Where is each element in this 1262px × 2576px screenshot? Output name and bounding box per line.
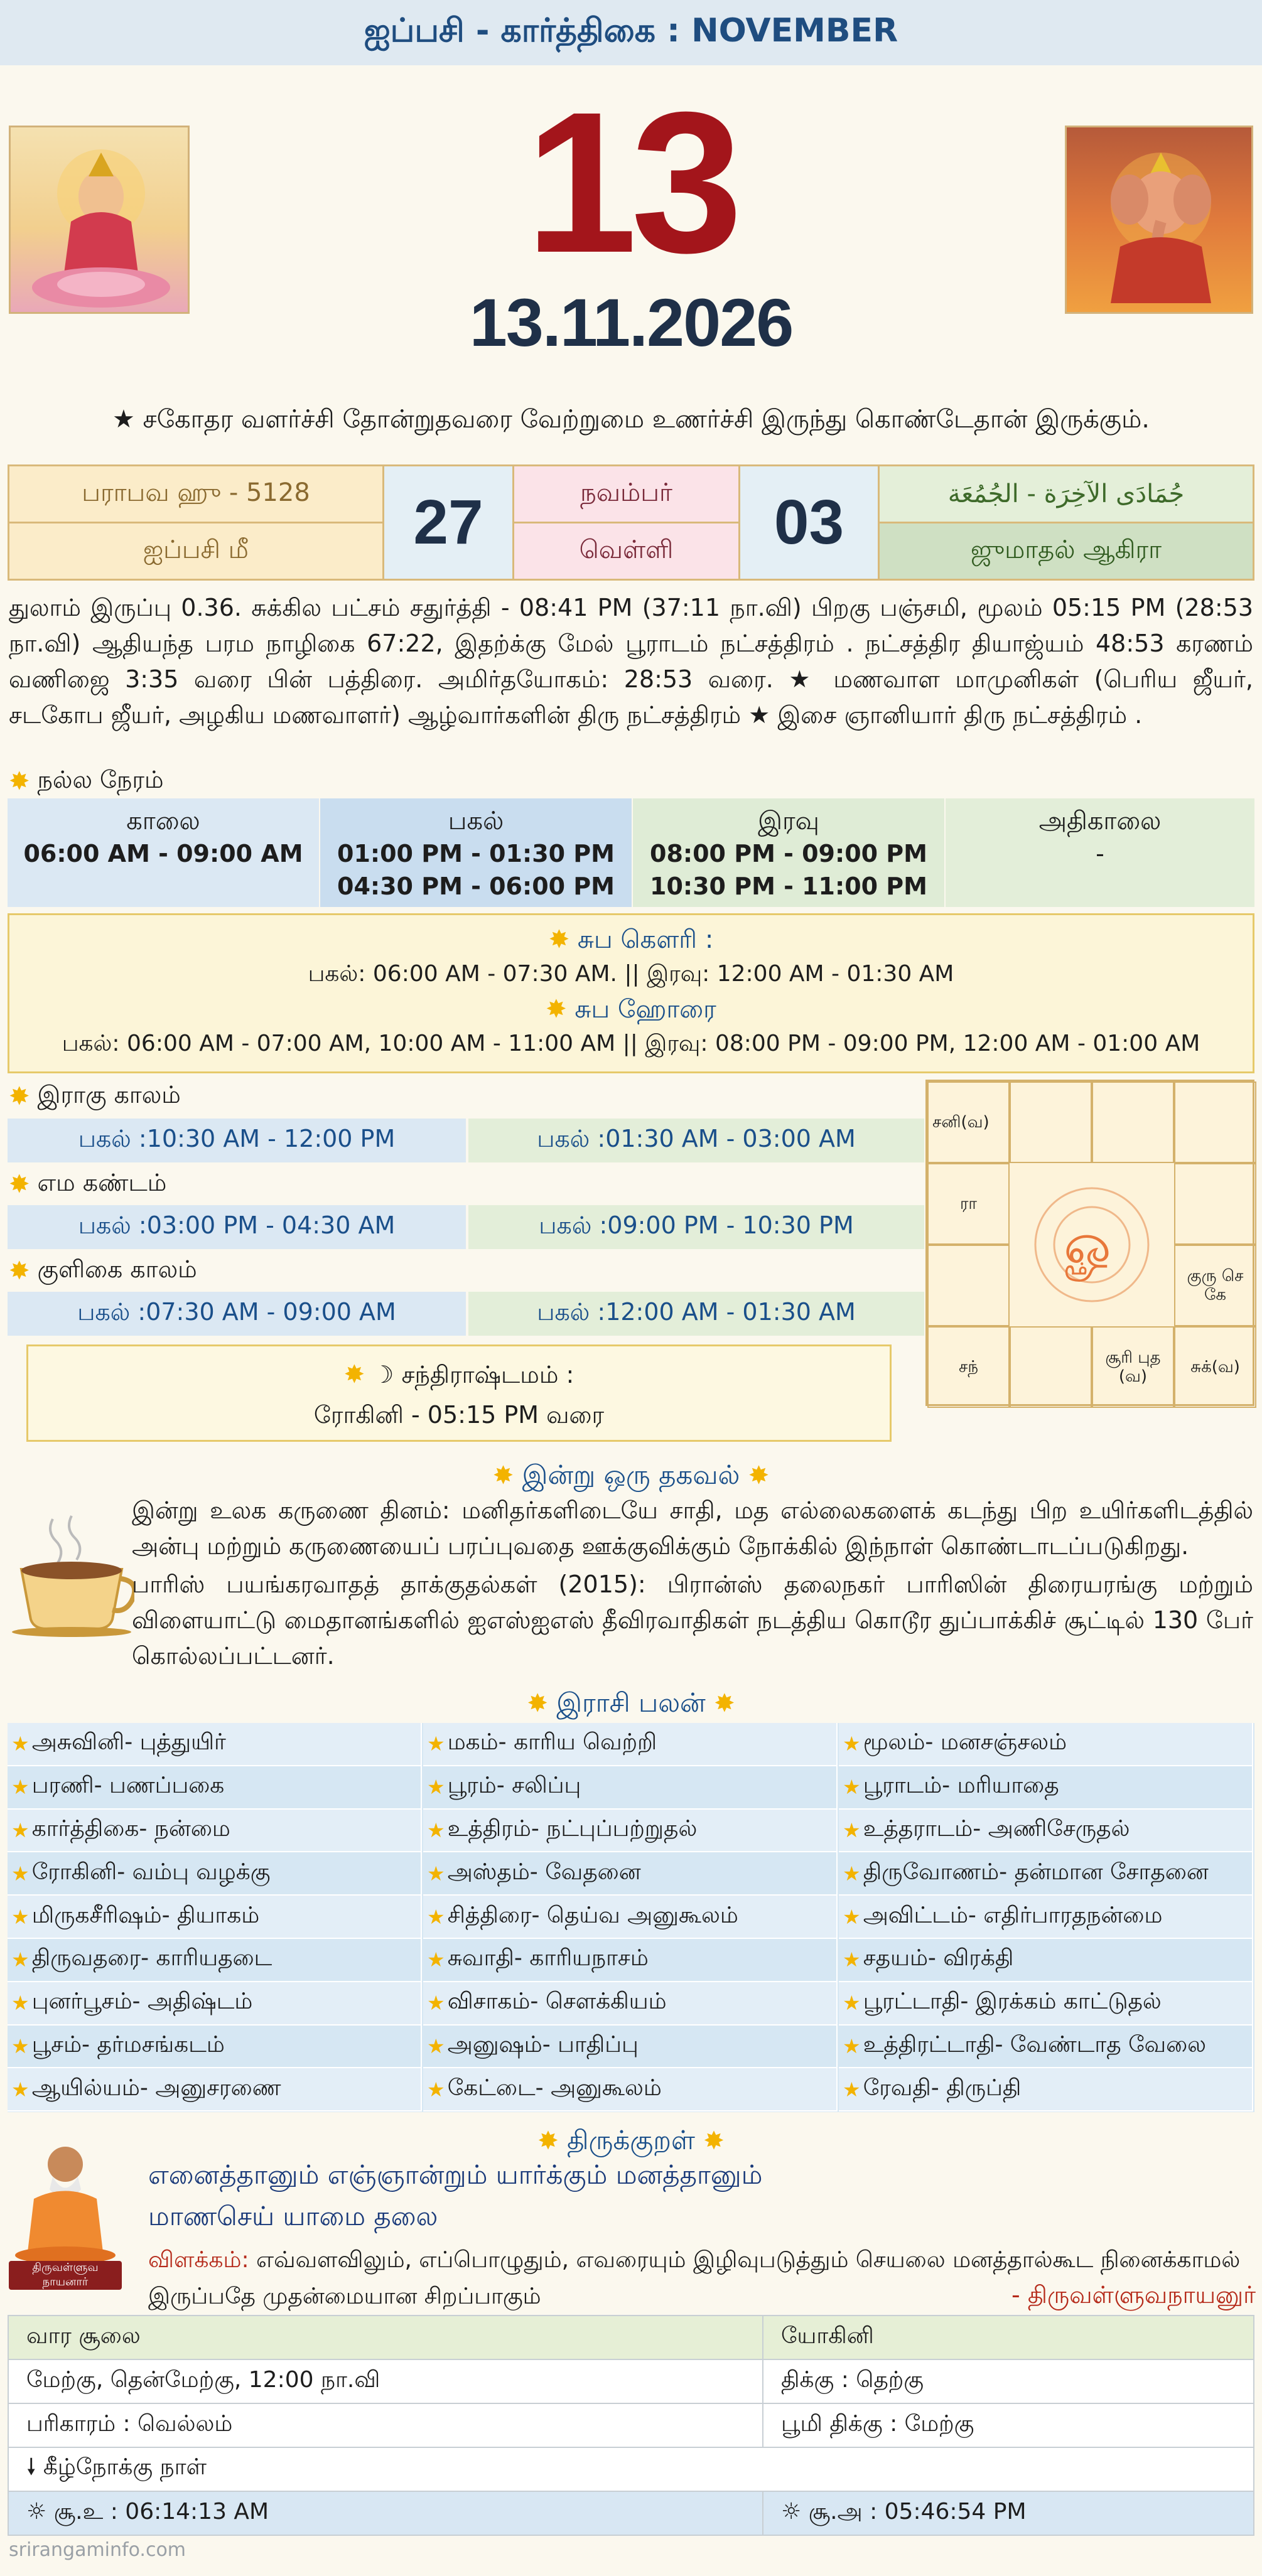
rasi-palan-text: மகம்- காரிய வெற்றி xyxy=(447,1729,657,1756)
yogini-header: யோகினி xyxy=(762,2315,1254,2360)
tamil-year: பராபவ ஹு - 5128 xyxy=(8,464,384,523)
nalla-neram-pagal xyxy=(320,798,632,907)
tamil-day: 27 xyxy=(382,464,514,581)
star-icon: ✸ xyxy=(527,1689,548,1718)
rasi-palan-item xyxy=(8,1939,422,1982)
rasi-palan-item xyxy=(839,2068,1253,2112)
star-icon: ★ xyxy=(843,1861,861,1886)
rasi-palan-text: பூரம்- சலிப்பு xyxy=(447,1773,581,1799)
star-icon: ★ xyxy=(11,1991,30,2015)
star-icon: ★ xyxy=(11,1904,30,1929)
nn-col-label: பகல் xyxy=(448,807,504,835)
ema-label: எம கண்டம் xyxy=(37,1169,167,1196)
rasi-palan-item xyxy=(423,1982,838,2026)
rasi-palan-text: மூலம்- மனசஞ்சலம் xyxy=(863,1729,1067,1756)
rasi-palan-text: உத்திரம்- நட்புப்பற்றுதல் xyxy=(447,1815,698,1842)
star-icon: ★ xyxy=(11,1948,30,1972)
rahu-title xyxy=(9,1081,181,1112)
star-icon: ★ xyxy=(843,1818,861,1842)
ema-title xyxy=(9,1169,166,1200)
info-title: இன்று ஒரு தகவல் xyxy=(522,1459,740,1490)
rasi-cell-8 xyxy=(1092,1326,1174,1408)
info-title-row xyxy=(0,1459,1262,1494)
sunset: ☼ சூ.அ : 05:46:54 PM xyxy=(762,2491,1254,2536)
sunrise: ☼ சூ.உ : 06:14:13 AM xyxy=(8,2491,763,2536)
rasi-palan-text: திருவதரை- காரியதடை xyxy=(31,1945,272,1972)
star-icon: ★ xyxy=(843,1904,861,1929)
rasi-palan-text: உத்திரட்டாதி- வேண்டாத வேலை xyxy=(863,2031,1207,2058)
star-icon: ★ xyxy=(843,1775,861,1800)
star-icon: ✸ xyxy=(343,1360,365,1389)
rasi-palan-text: புனர்பூசம்- அதிஷ்டம் xyxy=(31,1988,253,2015)
yogini-direction: திக்கு : தெற்கு xyxy=(762,2359,1254,2404)
kural-meaning-text: எவ்வளவிலும், எப்பொழுதும், எவரையும் இழிவுபடுத்தும் செயலை மனத்தால்கூட நினைக்காமல் இருப்பதே முதன்மையான சிறப்பாகும் xyxy=(148,2247,1241,2309)
rasi-cell-4 xyxy=(1174,1081,1256,1163)
nalla-neram-iravu xyxy=(633,798,944,907)
gowri-text: பகல்: 06:00 AM - 07:30 AM. || இரவு: 12:00 AM - 01:30 AM xyxy=(308,961,954,987)
day-number: 13 xyxy=(526,70,736,294)
nalla-neram-title xyxy=(9,766,164,797)
rasi-palan-text: உத்தராடம்- அணிசேருதல் xyxy=(863,1815,1130,1842)
month-header: ஐப்பசி - கார்த்திகை : NOVEMBER xyxy=(0,0,1262,65)
bhoomi-direction: பூமி திக்கு : மேற்கு xyxy=(762,2403,1254,2448)
nalla-neram-label: நல்ல நேரம் xyxy=(37,766,164,793)
rasi-palan-title: இராசி பலன் xyxy=(556,1687,706,1718)
star-icon: ✸ xyxy=(492,1461,514,1490)
chandra-text: ரோகினி - 05:15 PM வரை xyxy=(313,1401,605,1429)
thiruvalluvar-caption: திருவள்ளுவ நாயனார் xyxy=(9,2261,122,2290)
star-icon: ★ xyxy=(427,1732,445,1756)
rasi-cell-1 xyxy=(927,1081,1010,1163)
info-para-2: பாரிஸ் பயங்கரவாதத் தாக்குதல்கள் (2015): பிரான்ஸ் தலைநகர் பாரிஸின் திரையரங்கு மற்றும் விளையாட்டு மைதானங்களில் ஐஎஸ்ஐஎஸ் தீவிரவாதிகள் நடத்திய கொடூர துப்பாக்கிச் சூட்டில் 130 பேர் கொல்லப்பட்டனர். xyxy=(132,1570,1253,1670)
kuligai-label: குளிகை காலம் xyxy=(37,1255,197,1283)
daily-quote: ★ சகோதர வளர்ச்சி தோன்றுதவரை வேற்றுமை உணர்ச்சி இருந்து கொண்டேதான் இருக்கும். xyxy=(112,405,1150,434)
rasi-palan-item xyxy=(8,1852,422,1896)
rasi-chart xyxy=(925,1080,1254,1406)
rasi-palan-item xyxy=(423,1896,838,1939)
rahu-left: பகல் :10:30 AM - 12:00 PM xyxy=(8,1119,466,1162)
rasi-palan-text: அவிட்டம்- எதிர்பாரதநன்மை xyxy=(863,1902,1163,1928)
rasi-cell-11 xyxy=(927,1245,1010,1326)
rasi-palan-text: அசுவினி- புத்துயிர் xyxy=(31,1729,226,1756)
star-icon: ★ xyxy=(843,1991,861,2015)
star-icon: ✸ xyxy=(548,925,570,954)
rasi-palan-text: அஸ்தம்- வேதனை xyxy=(447,1859,641,1885)
rasi-palan-text: ஆயில்யம்- அனுசரணை xyxy=(31,2074,281,2101)
rasi-cell-text: குரு செ கே xyxy=(1187,1267,1244,1304)
rasi-center xyxy=(1010,1163,1174,1326)
kuligai-left: பகல் :07:30 AM - 09:00 AM xyxy=(8,1292,466,1336)
rasi-palan-item xyxy=(423,1810,838,1853)
nn-time: 08:00 PM - 09:00 PM xyxy=(650,840,927,867)
full-date: 13.11.2026 xyxy=(469,284,793,360)
keezhnokku-naal: 🠗 கீழ்நோக்கு நாள் xyxy=(8,2447,1254,2492)
star-icon: ★ xyxy=(427,2034,445,2058)
rasi-palan-item xyxy=(839,1896,1253,1939)
om-symbol: ௐ xyxy=(1064,1211,1120,1277)
info-para-1: இன்று உலக கருணை தினம்: மனிதர்களிடையே சாதி, மத எல்லைகளைக் கடந்து பிற உயிர்களிடத்தில் அன்பு மற்றும் கருணையைப் பரப்புவதை ஊக்குவிக்கும் நோக்கில் இந்நாள் கொண்டாடப்படுகிறது. xyxy=(132,1496,1253,1560)
soolai-direction: மேற்கு, தென்மேற்கு, 12:00 நா.வி xyxy=(8,2359,763,2404)
nn-col-label: அதிகாலை xyxy=(1038,807,1162,835)
panchang-details: துலாம் இருப்பு 0.36. சுக்கில பட்சம் சதுர்த்தி - 08:41 PM (37:11 நா.வி) பிறகு பஞ்சமி, மூலம் 05:15 PM (28:53 நா.வி) ஆதியந்த பரம நாழிகை 67:22, இதற்க்கு மேல் பூராடம் நட்சத்திரம் . நட்சத்திர தியாஜ்யம் 48:53 கரணம் வணிஜை 3:35 வரை பின் பத்திரை. அமிர்தயோகம்: 28:53 வரை. ★ மணவாள மாமுனிகள் (பெரிய ஜீயர், சடகோப ஜீயர், அழகிய மணவாளர்) ஆழ்வார்களின் திரு நட்சத்திரம் ★ இசை ஞானியார் திரு நட்சத்திரம் . xyxy=(9,594,1253,729)
rasi-palan-text: அனுஷம்- பாதிப்பு xyxy=(447,2031,639,2058)
star-icon: ★ xyxy=(843,1948,861,1972)
star-icon: ★ xyxy=(11,1775,30,1800)
rasi-palan-item xyxy=(423,1766,838,1810)
hijri-month: ஜுமாதல் ஆகிரா xyxy=(878,522,1254,581)
parikaram: பரிகாரம் : வெல்லம் xyxy=(8,2403,763,2448)
star-icon: ★ xyxy=(427,1991,445,2015)
star-icon: ★ xyxy=(427,1861,445,1886)
hijri-day: 03 xyxy=(738,464,880,581)
nalla-neram-athikaalai xyxy=(946,798,1254,907)
nn-time: 06:00 AM - 09:00 AM xyxy=(23,840,303,867)
ema-left: பகல் :03:00 PM - 04:30 AM xyxy=(8,1205,466,1249)
rasi-palan-item xyxy=(423,1723,838,1766)
star-icon: ★ xyxy=(427,1948,445,1972)
kuligai-title xyxy=(9,1255,197,1287)
star-icon: ✸ xyxy=(9,1082,30,1111)
star-icon: ✸ xyxy=(703,2127,725,2155)
rasi-palan-item xyxy=(423,1852,838,1896)
rasi-palan-text: ரேவதி- திருப்தி xyxy=(863,2074,1022,2101)
star-icon: ✸ xyxy=(9,1170,30,1199)
nn-col-label: காலை xyxy=(126,807,200,835)
star-icon: ★ xyxy=(427,2077,445,2101)
rasi-cell-text: ரா xyxy=(959,1194,977,1213)
star-icon: ★ xyxy=(843,2034,861,2058)
kural-title: திருக்குறள் xyxy=(567,2125,695,2155)
rasi-cell-text: சந் xyxy=(958,1358,979,1377)
star-icon: ★ xyxy=(11,1861,30,1886)
rasi-palan-item xyxy=(8,2026,422,2069)
kural-line-2: மாணசெய் யாமை தலை xyxy=(148,2201,438,2231)
rasi-palan-item xyxy=(423,2068,838,2112)
kural-line-1: எனைத்தானும் எஞ்ஞான்றும் யார்க்கும் மனத்தானும் xyxy=(148,2159,763,2190)
star-icon: ★ xyxy=(843,2077,861,2101)
kural-author: - திருவள்ளுவநாயனுர் xyxy=(1011,2281,1256,2309)
star-icon: ★ xyxy=(427,1904,445,1929)
star-icon: ✸ xyxy=(546,995,567,1024)
thiruvalluvar-image xyxy=(9,2139,122,2289)
star-icon: ★ xyxy=(427,1818,445,1842)
rasi-palan-text: பூராடம்- மரியாதை xyxy=(863,1773,1059,1799)
hijri-arabic: جُمَادَى الآخِرَة - الجُمُعَة xyxy=(878,464,1254,523)
rasi-cell-6 xyxy=(1174,1245,1256,1326)
subha-box xyxy=(8,913,1254,1073)
kural-title-row xyxy=(0,2125,1262,2159)
rasi-palan-item xyxy=(839,1810,1253,1853)
star-icon: ✸ xyxy=(748,1461,770,1490)
rasi-cell-9 xyxy=(1010,1326,1092,1408)
vaara-soolai-header: வார சூலை xyxy=(8,2315,763,2360)
rasi-cell-text: சுக்(வ) xyxy=(1190,1358,1240,1377)
rasi-palan-title-row xyxy=(0,1687,1262,1722)
rasi-cell-7 xyxy=(1174,1326,1256,1408)
rasi-palan-text: ரோகினி- வம்பு வழக்கு xyxy=(31,1859,271,1885)
rasi-palan-item xyxy=(8,1896,422,1939)
rasi-palan-text: மிருகசீரிஷம்- தியாகம் xyxy=(31,1902,260,1928)
rasi-palan-item xyxy=(8,1982,422,2026)
gowri-title: சுப கெளரி : xyxy=(577,925,714,954)
rasi-palan-grid xyxy=(8,1723,1254,2112)
rasi-palan-text: கார்த்திகை- நன்மை xyxy=(31,1815,230,1842)
rahu-label: இராகு காலம் xyxy=(37,1081,181,1108)
rasi-palan-item xyxy=(839,1723,1253,1766)
rasi-palan-item xyxy=(839,1939,1253,1982)
rasi-palan-item xyxy=(8,1723,422,1766)
horai-text: பகல்: 06:00 AM - 07:00 AM, 10:00 AM - 11:00 AM || இரவு: 08:00 PM - 09:00 PM, 12:00 AM - 01:00 AM xyxy=(62,1031,1200,1056)
star-icon: ★ xyxy=(11,2034,30,2058)
rasi-palan-item xyxy=(839,1982,1253,2026)
rasi-cell-12 xyxy=(927,1163,1010,1245)
star-icon: ✸ xyxy=(537,2127,559,2155)
horai-title-row xyxy=(9,995,1253,1027)
tea-cup-icon xyxy=(9,1506,134,1638)
rasi-palan-item xyxy=(839,1852,1253,1896)
lakshmi-image xyxy=(9,126,190,314)
rasi-palan-item xyxy=(8,1766,422,1810)
rasi-cell-10 xyxy=(927,1326,1010,1408)
nn-time: 04:30 PM - 06:00 PM xyxy=(337,872,615,900)
rasi-palan-item xyxy=(8,1810,422,1853)
rasi-palan-item xyxy=(839,2026,1253,2069)
star-icon: ★ xyxy=(11,2077,30,2101)
nn-time: - xyxy=(1096,840,1104,867)
rasi-palan-text: சுவாதி- காரியநாசம் xyxy=(447,1945,649,1972)
moon-icon: ☽ xyxy=(372,1361,394,1388)
chandra-title-row xyxy=(28,1360,890,1392)
chandrashtamam-box xyxy=(26,1344,892,1442)
rasi-palan-text: பரணி- பணப்பகை xyxy=(31,1773,225,1799)
rasi-palan-text: சித்திரை- தெய்வ அனுகூலம் xyxy=(447,1902,738,1928)
weekday: வெள்ளி xyxy=(512,522,740,581)
horai-title: சுப ஹோரை xyxy=(574,995,716,1024)
star-icon: ★ xyxy=(843,1732,861,1756)
eng-month: நவம்பர் xyxy=(512,464,740,523)
rahu-right: பகல் :01:30 AM - 03:00 AM xyxy=(468,1119,924,1162)
chandra-title: சந்திராஷ்டமம் : xyxy=(401,1361,574,1388)
star-icon: ✸ xyxy=(9,1257,30,1285)
tamil-month: ஐப்பசி மீ xyxy=(8,522,384,581)
star-icon: ★ xyxy=(11,1818,30,1842)
kuligai-right: பகல் :12:00 AM - 01:30 AM xyxy=(468,1292,924,1336)
rasi-cell-text: சூரி புத (வ) xyxy=(1105,1348,1161,1386)
rasi-cell-5 xyxy=(1174,1163,1256,1245)
rasi-palan-item xyxy=(8,2068,422,2112)
rasi-palan-item xyxy=(423,1939,838,1982)
star-icon: ★ xyxy=(427,1775,445,1800)
kural-meaning-label: விளக்கம்: xyxy=(148,2247,249,2273)
nalla-neram-kaalai xyxy=(8,798,319,907)
rasi-palan-item xyxy=(423,2026,838,2069)
rasi-palan-text: பூசம்- தர்மசங்கடம் xyxy=(31,2031,225,2058)
rasi-cell-text: சனி(வ) xyxy=(932,1113,990,1132)
rasi-palan-text: விசாகம்- சௌக்கியம் xyxy=(447,1988,667,2015)
rasi-palan-text: கேட்டை- அனுகூலம் xyxy=(447,2074,662,2101)
ema-right: பகல் :09:00 PM - 10:30 PM xyxy=(468,1205,924,1249)
rasi-palan-text: திருவோணம்- தன்மான சோதனை xyxy=(863,1859,1209,1885)
star-icon: ✸ xyxy=(714,1689,735,1718)
rasi-palan-text: பூரட்டாதி- இரக்கம் காட்டுதல் xyxy=(863,1988,1162,2015)
rasi-palan-item xyxy=(839,1766,1253,1810)
nn-col-label: இரவு xyxy=(758,807,819,835)
rasi-cell-2 xyxy=(1010,1081,1092,1163)
gowri-title-row xyxy=(9,925,1253,957)
rasi-cell-3 xyxy=(1092,1081,1174,1163)
site-footer[interactable]: srirangaminfo.com xyxy=(9,2539,186,2561)
nn-time: 10:30 PM - 11:00 PM xyxy=(650,872,927,900)
rasi-palan-text: சதயம்- விரக்தி xyxy=(863,1945,1014,1972)
star-icon: ★ xyxy=(11,1732,30,1756)
star-icon: ✸ xyxy=(9,767,30,796)
ganesha-image xyxy=(1065,126,1253,314)
nn-time: 01:00 PM - 01:30 PM xyxy=(337,840,615,867)
